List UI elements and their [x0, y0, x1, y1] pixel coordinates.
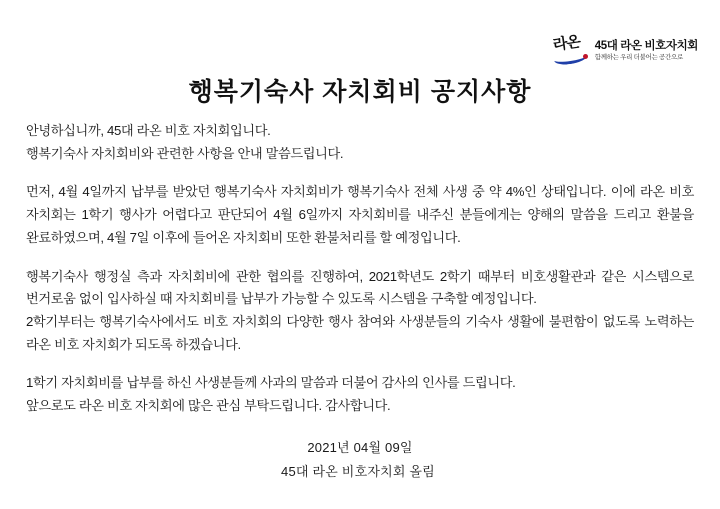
page-title: 행복기숙사 자치회비 공지사항 [188, 78, 532, 106]
paragraph-refund-notice: 먼저, 4월 4일까지 납부를 받았던 행복기숙사 자치회비가 행복기숙사 전체 사생 중 약 4%인 상태입니다. 이에 라온 비호 자치회는 1학기 행사가 어렵다고 판단되어 4월 6일까지 자치회비를 내주신 분들에게는 양해의 말씀을 드리고 환불을 완료하였으며, 4월 7일 이후에 들어온 자치회비 또한 환불처리를 할 예정입니다. [26, 184, 694, 245]
logo-subtitle: 함께하는 우리 더불어는 공간으로 [594, 54, 683, 62]
paragraph-intro: 행복기숙사 자치회비와 관련한 사항을 안내 말씀드립니다. [26, 145, 344, 161]
footer-organization: 45대 라온 비호자치회 올림 [281, 464, 435, 480]
paragraph-system-plan: 행복기숙사 행정실 측과 자치회비에 관한 협의를 진행하여, 2021학년도 2학기 때부터 비호생활관과 같은 시스템으로 번거로움 없이 입사하실 때 자치회비를 납부가 가능할 수 있도록 시스템을 구축할 예정입니다. [26, 268, 694, 307]
document-body [26, 120, 694, 434]
paragraph-greeting: 안녕하십니까, 45대 라온 비호 자치회입니다. [26, 123, 271, 138]
logo-brush-text: 라온 [551, 32, 581, 54]
document-footer [0, 436, 720, 485]
logo-title: 45대 라온 비호자치회 [594, 40, 698, 53]
paragraph-closing: 앞으로도 라온 비호 자치회에 많은 관심 부탁드립니다. 감사합니다. [26, 398, 391, 414]
logo-text-block [595, 40, 698, 62]
raon-brush-logo-icon [553, 34, 589, 68]
paragraph-apology: 1학기 자치회비를 납부를 하신 사생분들께 사과의 말씀과 더불어 감사의 인사를 드립니다. [26, 375, 516, 391]
footer-date: 2021년 04월 09일 [307, 439, 413, 455]
logo-dot-icon [583, 54, 588, 59]
paragraph-second-semester: 2학기부터는 행복기숙사에서도 비호 자치회의 다양한 행사 참여와 사생분들의 기숙사 생활에 불편함이 없도록 노력하는 라온 비호 자치회가 되도록 하겠습니다. [26, 313, 694, 352]
organization-logo [553, 34, 698, 68]
